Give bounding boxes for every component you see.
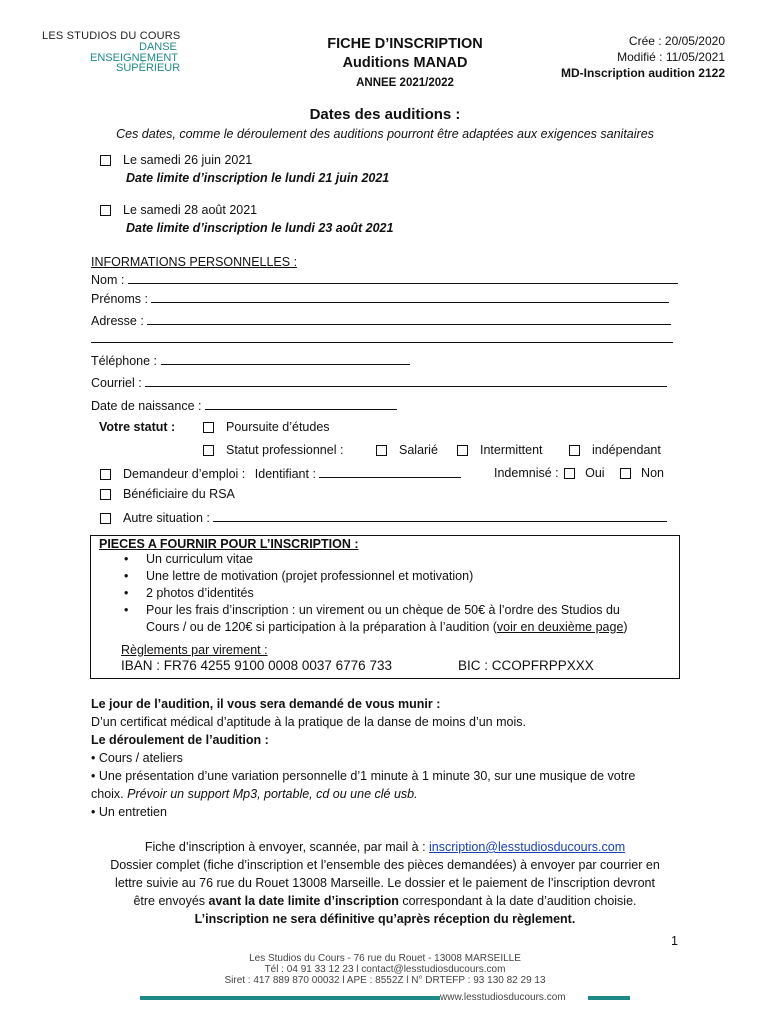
page-number: 1: [671, 934, 678, 948]
checkbox[interactable]: [100, 469, 111, 480]
autre-line[interactable]: [213, 510, 667, 522]
statut-autre-label: Autre situation :: [123, 511, 210, 525]
statut-etudes-label: Poursuite d’études: [226, 420, 330, 434]
indemnise-group: [494, 466, 664, 480]
statut-demandeur-label: Demandeur d’emploi :: [123, 467, 246, 481]
audition-date-1[interactable]: [100, 153, 252, 167]
identifiant-line[interactable]: [319, 466, 461, 478]
form-year: ANNEE 2021/2022: [356, 77, 454, 89]
statut-pro-label: Statut professionnel :: [226, 443, 344, 457]
nom-label: Nom :: [91, 273, 125, 287]
audition-date-1-label: Le samedi 26 juin 2021: [123, 153, 253, 167]
prenoms-line[interactable]: [151, 291, 669, 303]
pieces-heading: PIECES A FOURNIR POUR L’INSCRIPTION :: [99, 537, 359, 551]
checkbox[interactable]: [100, 489, 111, 500]
adresse-field[interactable]: [91, 313, 671, 328]
deuxieme-page-link[interactable]: voir en deuxième page: [496, 620, 624, 634]
telephone-line[interactable]: [161, 353, 410, 365]
adresse-line[interactable]: [147, 313, 671, 325]
audition-deadline-1: Date limite d’inscription le lundi 21 juin 2021: [126, 171, 390, 185]
created-date: Crée : 20/05/2020: [628, 34, 725, 48]
modified-date: Modifié : 11/05/2021: [617, 50, 725, 64]
nom-field[interactable]: [91, 272, 678, 287]
personal-info-heading: INFORMATIONS PERSONNELLES :: [91, 255, 298, 269]
checkbox-non[interactable]: [620, 468, 631, 479]
adresse-label: Adresse :: [91, 314, 144, 328]
non-label: Non: [641, 466, 664, 480]
envoi-4a: être envoyés: [133, 894, 209, 908]
logo-line-4: SUPÉRIEUR: [116, 62, 181, 74]
statut-rsa-label: Bénéficiaire du RSA: [123, 487, 235, 501]
footer-bar-left: [140, 996, 440, 1000]
iban: IBAN : FR76 4255 9100 0008 0037 6776 733: [121, 658, 392, 673]
list-item: • Une lettre de motivation (projet professionnel et motivation): [146, 568, 726, 585]
envoi-line-4: [0, 894, 770, 908]
courriel-field[interactable]: [91, 375, 667, 390]
pieces-list: [91, 551, 726, 636]
courriel-label: Courriel :: [91, 376, 142, 390]
auditions-heading: Dates des auditions :: [309, 106, 461, 123]
statut-demandeur[interactable]: [100, 466, 461, 481]
logo-line-1: LES STUDIOS DU COURS: [42, 30, 181, 42]
statut-independant-label: indépendant: [592, 443, 661, 457]
checkbox[interactable]: [457, 445, 468, 456]
statut-independant[interactable]: [569, 443, 661, 457]
list-item: • Une présentation d’une variation personnelle d’1 minute à 1 minute 30, sur une musique de votre: [91, 769, 636, 783]
nom-line[interactable]: [128, 272, 678, 284]
audition-deadline-2: Date limite d’inscription le lundi 23 août 2021: [126, 221, 394, 235]
certificat-text: D’un certificat médical d’aptitude à la pratique de la danse de moins d’un mois.: [91, 715, 526, 729]
audition-date-2-label: Le samedi 28 août 2021: [123, 203, 258, 217]
naissance-line[interactable]: [205, 398, 397, 410]
identifiant-label: Identifiant :: [254, 467, 316, 481]
statut-rsa[interactable]: [100, 487, 235, 501]
checkbox[interactable]: [100, 155, 111, 166]
naissance-field[interactable]: [91, 398, 397, 413]
envoi-line-2: Dossier complet (fiche d’inscription et l’ensemble des pièces demandées) à envoyer par courrier en: [110, 858, 660, 872]
naissance-label: Date de naissance :: [91, 399, 202, 413]
list-item: • Cours / ateliers: [91, 751, 183, 765]
list-item: [146, 602, 726, 636]
checkbox[interactable]: [203, 422, 214, 433]
frais-line-2: Cours / ou de 120€ si participation à la préparation à l’audition (: [146, 620, 497, 634]
prenoms-label: Prénoms :: [91, 292, 148, 306]
statut-salarie[interactable]: [376, 443, 438, 457]
reglements-label: [121, 643, 268, 657]
telephone-label: Téléphone :: [91, 354, 158, 368]
statut-intermittent-label: Intermittent: [480, 443, 543, 457]
list-item: • Un entretien: [91, 805, 167, 819]
statut-salarie-label: Salarié: [399, 443, 438, 457]
prenoms-field[interactable]: [91, 291, 669, 306]
envoi-4c: correspondant à la date d’audition choisie.: [398, 894, 637, 908]
envoi-line-3: lettre suivie au 76 rue du Rouet 13008 Marseille. Le dossier et le paiement de l’inscription devront: [115, 876, 655, 890]
bullet-cours: Cours / ateliers: [98, 751, 183, 765]
document-reference: MD-Inscription audition 2122: [560, 66, 725, 80]
form-subtitle: Auditions MANAD: [342, 55, 468, 71]
list-item: • Un curriculum vitae: [146, 551, 726, 568]
form-title: FICHE D’INSCRIPTION: [327, 36, 483, 52]
oui-label: Oui: [585, 466, 605, 480]
checkbox[interactable]: [203, 445, 214, 456]
deroulement-heading: Le déroulement de l’audition :: [91, 733, 269, 747]
checkbox[interactable]: [376, 445, 387, 456]
adresse-line-2[interactable]: [91, 331, 673, 346]
checkbox[interactable]: [100, 513, 111, 524]
choix-text: choix.: [91, 787, 128, 801]
telephone-field[interactable]: [91, 353, 410, 368]
logo-line-3: ENSEIGNEMENT: [90, 52, 179, 64]
list-item-continued: [91, 787, 418, 801]
list-item: • 2 photos d’identités: [146, 585, 726, 602]
frais-line-1: Pour les frais d’inscription : un virement ou un chèque de 50€ à l’ordre des Studios du: [146, 603, 620, 617]
frais-end: ): [623, 620, 628, 634]
audition-date-2[interactable]: [100, 203, 257, 217]
indemnise-label: Indemnisé :: [494, 466, 559, 480]
footer-address: Les Studios du Cours - 76 rue du Rouet - 13008 MARSEILLE: [249, 953, 521, 964]
courriel-line[interactable]: [145, 375, 667, 387]
footer-contact: Tél : 04 91 33 12 23 l contact@lesstudiosducours.com: [264, 964, 506, 975]
checkbox[interactable]: [569, 445, 580, 456]
checkbox[interactable]: [100, 205, 111, 216]
email-link[interactable]: inscription@lesstudiosducours.com: [429, 840, 626, 854]
footer-bar-right: [588, 996, 630, 1000]
statut-pro[interactable]: [203, 443, 343, 457]
footer-website[interactable]: www.lesstudiosducours.com: [440, 992, 566, 1003]
pieces-box: [90, 535, 680, 679]
bullet-presentation: Une présentation d’une variation personnelle d’1 minute à 1 minute 30, sur une musique de votre: [98, 769, 636, 783]
auditions-note: Ces dates, comme le déroulement des auditions pourront être adaptées aux exigences sanitaires: [116, 127, 654, 141]
statut-autre[interactable]: [100, 510, 667, 525]
adresse-line-extra[interactable]: [91, 331, 673, 343]
envoi-text: Fiche d’inscription à envoyer, scannée, par mail à :: [144, 840, 430, 854]
logo-line-2: DANSE: [139, 41, 177, 53]
jour-heading: Le jour de l’audition, il vous sera demandé de vous munir :: [91, 697, 441, 711]
statut-etudes[interactable]: [203, 420, 330, 434]
envoi-4b: avant la date limite d’inscription: [208, 894, 399, 908]
statut-label: Votre statut :: [99, 420, 176, 434]
bullet-entretien: Un entretien: [98, 805, 167, 819]
footer-siret: Siret : 417 889 870 00032 l APE : 8552Z l N° DRTEFP : 93 130 82 29 13: [224, 975, 546, 986]
statut-intermittent[interactable]: [457, 443, 543, 457]
prevoir-text: Prévoir un support Mp3, portable, cd ou une clé usb.: [127, 787, 418, 801]
bic: BIC : CCOPFRPPXXX: [458, 658, 594, 673]
reglements-text: Règlements par virement :: [121, 643, 268, 657]
envoi-line-1: [0, 840, 770, 854]
envoi-line-5: L’inscription ne sera définitive qu’après réception du règlement.: [194, 912, 576, 926]
checkbox-oui[interactable]: [564, 468, 575, 479]
